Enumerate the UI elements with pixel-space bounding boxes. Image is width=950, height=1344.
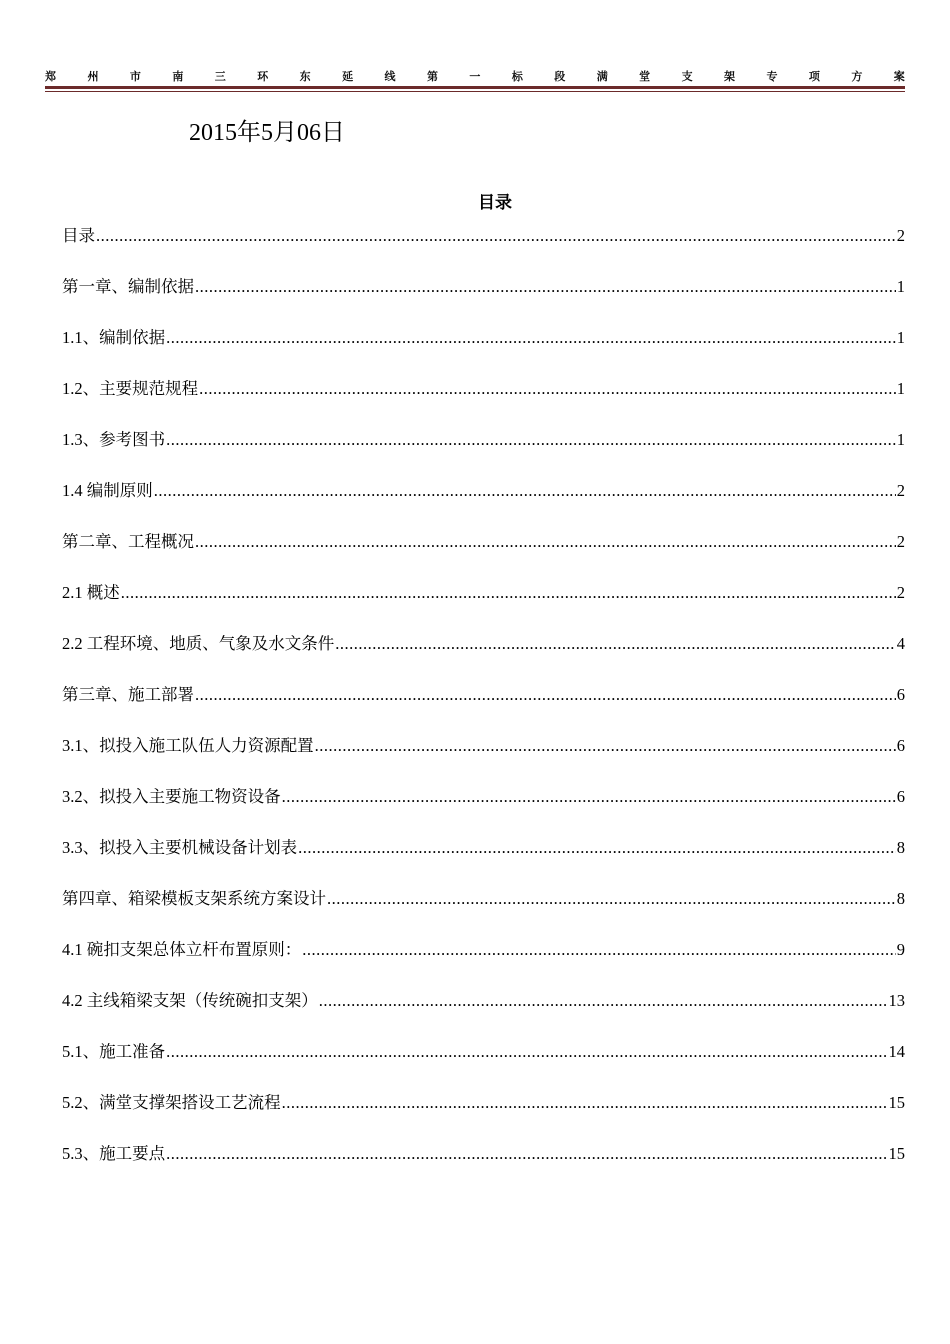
- toc-entry-page: 1: [896, 430, 905, 449]
- toc-entry[interactable]: [62, 530, 905, 581]
- toc-entry[interactable]: [62, 377, 905, 428]
- toc-entry[interactable]: [62, 479, 905, 530]
- toc-entry[interactable]: [62, 887, 905, 938]
- toc-leader-dots: [319, 989, 888, 1013]
- toc-entry[interactable]: [62, 326, 905, 377]
- toc-leader-dots: [166, 1040, 887, 1064]
- header-char: 南: [172, 70, 184, 83]
- toc-entry[interactable]: [62, 1142, 905, 1193]
- header-char: 线: [384, 70, 396, 83]
- toc-leader-dots: [166, 326, 896, 350]
- toc-entry-label: 1.2、主要规范规程: [62, 379, 199, 398]
- toc-entry-page: 2: [896, 583, 905, 602]
- header-char: 堂: [639, 70, 651, 83]
- toc-leader-dots: [282, 785, 896, 809]
- toc-entry-page: 6: [896, 736, 905, 755]
- header-char: 州: [87, 70, 99, 83]
- toc-entry-label: 目录: [62, 226, 95, 245]
- toc-leader-dots: [195, 275, 896, 299]
- toc-entry-page: 13: [888, 991, 905, 1010]
- toc-leader-dots: [335, 632, 896, 656]
- table-of-contents: [62, 224, 905, 1193]
- toc-entry-label: 5.1、施工准备: [62, 1042, 166, 1061]
- header-char: 支: [681, 70, 693, 83]
- toc-entry-page: 2: [896, 226, 905, 245]
- toc-leader-dots: [166, 428, 896, 452]
- toc-entry[interactable]: [62, 581, 905, 632]
- toc-entry[interactable]: [62, 734, 905, 785]
- toc-entry-page: 1: [896, 328, 905, 347]
- toc-entry-label: 4.1 碗扣支架总体立杆布置原则：: [62, 940, 302, 959]
- page-header: [45, 68, 905, 88]
- toc-entry-label: 3.3、拟投入主要机械设备计划表: [62, 838, 298, 857]
- header-char: 架: [724, 70, 735, 83]
- toc-entry-page: 8: [896, 838, 905, 857]
- header-char: 延: [342, 70, 354, 83]
- toc-entry[interactable]: [62, 989, 905, 1040]
- toc-entry[interactable]: [62, 938, 905, 989]
- header-char: 满: [596, 70, 608, 83]
- header-char: 三: [214, 70, 226, 83]
- header-char: 项: [808, 70, 820, 83]
- toc-entry[interactable]: [62, 683, 905, 734]
- toc-entry[interactable]: [62, 785, 905, 836]
- header-char: 第: [426, 70, 438, 83]
- toc-entry-label: 1.3、参考图书: [62, 430, 166, 449]
- toc-leader-dots: [121, 581, 896, 605]
- toc-entry-page: 15: [888, 1144, 905, 1163]
- toc-entry-label: 第二章、工程概况: [62, 532, 194, 551]
- toc-entry-page: 4: [896, 634, 905, 653]
- toc-leader-dots: [298, 836, 896, 860]
- toc-leader-dots: [96, 224, 896, 248]
- header-char: 东: [299, 70, 311, 83]
- toc-entry-page: 14: [888, 1042, 905, 1061]
- document-date: 2015年5月06日: [189, 120, 345, 146]
- toc-entry-page: 8: [896, 889, 905, 908]
- toc-entry-page: 6: [896, 787, 905, 806]
- toc-entry-page: 15: [888, 1093, 905, 1112]
- toc-entry-page: 1: [896, 277, 905, 296]
- toc-entry-label: 5.2、满堂支撑架搭设工艺流程: [62, 1093, 281, 1112]
- toc-entry-label: 2.1 概述: [62, 583, 120, 602]
- header-char: 标: [511, 70, 523, 83]
- toc-entry-label: 3.1、拟投入施工队伍人力资源配置: [62, 736, 314, 755]
- header-char: 专: [766, 70, 778, 83]
- toc-entry[interactable]: [62, 275, 905, 326]
- header-char: 一: [469, 70, 481, 83]
- toc-leader-dots: [166, 1142, 887, 1166]
- toc-leader-dots: [327, 887, 896, 911]
- toc-entry[interactable]: [62, 632, 905, 683]
- toc-entry[interactable]: [62, 836, 905, 887]
- toc-leader-dots: [195, 530, 896, 554]
- header-char: 段: [554, 70, 566, 83]
- toc-title: 目录: [478, 193, 512, 213]
- toc-entry-label: 1.4 编制原则: [62, 481, 153, 500]
- header-char: 方: [851, 70, 863, 83]
- toc-leader-dots: [154, 479, 896, 503]
- toc-entry-page: 6: [896, 685, 905, 704]
- toc-entry-label: 3.2、拟投入主要施工物资设备: [62, 787, 281, 806]
- toc-entry-page: 2: [896, 481, 905, 500]
- header-rule: [45, 86, 905, 92]
- header-char: 环: [257, 70, 269, 83]
- header-char: 郑: [45, 70, 56, 83]
- header-char: 市: [129, 70, 141, 83]
- toc-leader-dots: [199, 377, 896, 401]
- toc-entry[interactable]: [62, 1091, 905, 1142]
- toc-entry-label: 2.2 工程环境、地质、气象及水文条件: [62, 634, 335, 653]
- toc-entry-label: 第一章、编制依据: [62, 277, 194, 296]
- toc-entry-label: 4.2 主线箱梁支架（传统碗扣支架）: [62, 991, 318, 1010]
- header-char: 案: [893, 70, 905, 83]
- toc-entry-page: 1: [896, 379, 905, 398]
- toc-entry-label: 第三章、施工部署: [62, 685, 194, 704]
- toc-leader-dots: [195, 683, 896, 707]
- toc-entry-page: 9: [896, 940, 905, 959]
- toc-entry[interactable]: [62, 1040, 905, 1091]
- toc-entry-label: 第四章、箱梁模板支架系统方案设计: [62, 889, 326, 908]
- toc-entry-label: 1.1、编制依据: [62, 328, 166, 347]
- toc-leader-dots: [315, 734, 896, 758]
- toc-entry[interactable]: [62, 428, 905, 479]
- toc-entry-label: 5.3、施工要点: [62, 1144, 166, 1163]
- toc-leader-dots: [282, 1091, 888, 1115]
- toc-entry[interactable]: [62, 224, 905, 275]
- toc-leader-dots: [302, 938, 896, 962]
- header-title: [45, 68, 905, 86]
- toc-entry-page: 2: [896, 532, 905, 551]
